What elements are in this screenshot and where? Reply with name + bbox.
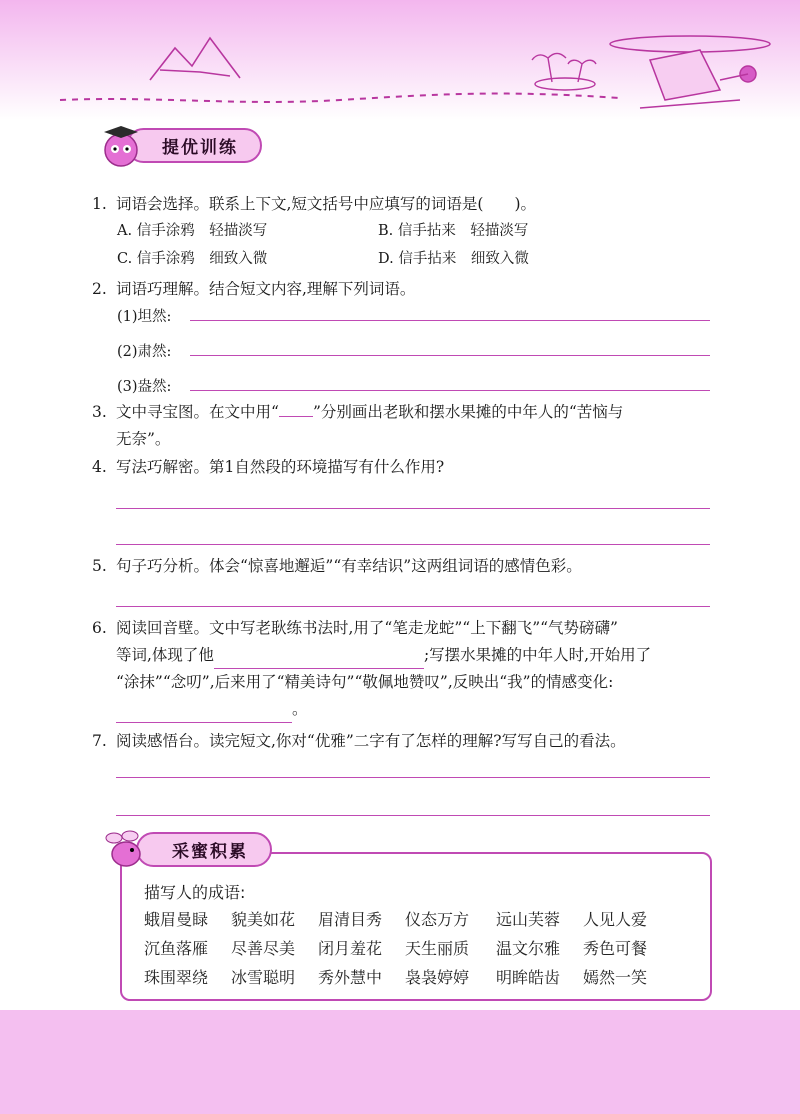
idiom-item: 人见人爱 <box>583 910 648 929</box>
answer-line[interactable] <box>116 544 710 545</box>
answer-line[interactable] <box>190 355 710 356</box>
option-b: B. 信手拈来 轻描淡写 <box>378 223 529 239</box>
sub-item-3: (3)盎然: <box>117 379 172 395</box>
section-badge-practice <box>96 126 262 164</box>
idiom-subtitle: 描写人的成语: <box>144 883 246 902</box>
sub-item-1: (1)坦然: <box>117 309 172 325</box>
idiom-item: 仪态万方 <box>405 910 470 929</box>
question-6-line2: 等词,体现了他 ;写摆水果摊的中年人时,开始用了 <box>116 642 736 669</box>
question-6-line3: “涂抹”“念叨”,后来用了“精美诗句”“敬佩地赞叹”,反映出“我”的情感变化: <box>116 673 614 691</box>
question-text: 句子巧分析。体会“惊喜地邂逅”“有幸结识”这两组词语的感情色彩。 <box>116 557 582 575</box>
idiom-item: 天生丽质 <box>405 939 470 958</box>
question-7: 7. 阅读感悟台。读完短文,你对“优雅”二字有了怎样的理解?写写自己的看法。 <box>92 732 626 750</box>
answer-line[interactable] <box>116 508 710 509</box>
answer-line[interactable] <box>190 320 710 321</box>
idiom-item: 嫣然一笑 <box>583 968 648 987</box>
option-a: A. 信手涂鸦 轻描淡写 <box>117 223 268 239</box>
idiom-item: 温文尔雅 <box>496 939 561 958</box>
header-decoration <box>0 0 800 120</box>
idiom-item: 眉清目秀 <box>318 910 383 929</box>
question-2: 2. 词语巧理解。结合短文内容,理解下列词语。 <box>92 280 416 298</box>
question-1: 1. 词语会选择。联系上下文,短文括号中应填写的词语是( )。 <box>92 195 537 213</box>
answer-line[interactable] <box>116 815 710 816</box>
idiom-item: 秀外慧中 <box>318 968 383 987</box>
idiom-item: 尽善尽美 <box>231 939 296 958</box>
idiom-item: 明眸皓齿 <box>496 968 561 987</box>
section-badge-accumulate <box>96 830 272 868</box>
idiom-item: 珠围翠绕 <box>144 968 209 987</box>
answer-line[interactable] <box>116 777 710 778</box>
answer-line[interactable] <box>190 390 710 391</box>
idiom-item: 蛾眉曼睩 <box>144 910 209 929</box>
option-d: D. 信手拈来 细致入微 <box>378 251 529 267</box>
idiom-item: 袅袅婷婷 <box>405 968 470 987</box>
idiom-item: 沉鱼落雁 <box>144 939 209 958</box>
idiom-item: 远山芙蓉 <box>496 910 561 929</box>
answer-line[interactable] <box>116 606 710 607</box>
answer-blank[interactable] <box>214 642 424 669</box>
idiom-item: 闭月羞花 <box>318 939 383 958</box>
answer-blank[interactable] <box>116 696 292 723</box>
idiom-item: 冰雪聪明 <box>231 968 296 987</box>
question-6: 6. 阅读回音壁。文中写老耿练书法时,用了“笔走龙蛇”“上下翻飞”“气势磅礴” <box>92 619 618 637</box>
doctor-cap-mascot-icon <box>96 122 146 172</box>
idiom-item: 貌美如花 <box>231 910 296 929</box>
underline-sample <box>279 416 313 417</box>
section-title: 提优训练 <box>126 128 262 163</box>
question-5: 5. 句子巧分析。体会“惊喜地邂逅”“有幸结识”这两组词语的感情色彩。 <box>92 557 582 575</box>
question-text: 阅读感悟台。读完短文,你对“优雅”二字有了怎样的理解?写写自己的看法。 <box>116 732 626 750</box>
sub-item-2: (2)肃然: <box>117 344 172 360</box>
option-c: C. 信手涂鸦 细致入微 <box>117 251 268 267</box>
footer-band <box>0 1010 800 1114</box>
question-6-line4: 。 <box>116 696 308 723</box>
bee-mascot-icon <box>96 824 148 876</box>
question-text: 词语巧理解。结合短文内容,理解下列词语。 <box>116 280 416 298</box>
idiom-item: 秀色可餐 <box>583 939 648 958</box>
question-text: 词语会选择。联系上下文,短文括号中应填写的词语是( )。 <box>116 195 537 213</box>
question-3-cont: 无奈”。 <box>116 430 171 448</box>
section-title: 采蜜积累 <box>136 832 272 867</box>
question-3: 3. 文中寻宝图。在文中用“ ”分别画出老耿和摆水果摊的中年人的“苦恼与 <box>92 403 624 421</box>
question-4: 4. 写法巧解密。第1自然段的环境描写有什么作用? <box>92 458 445 476</box>
question-text: 写法巧解密。第1自然段的环境描写有什么作用? <box>116 458 445 476</box>
